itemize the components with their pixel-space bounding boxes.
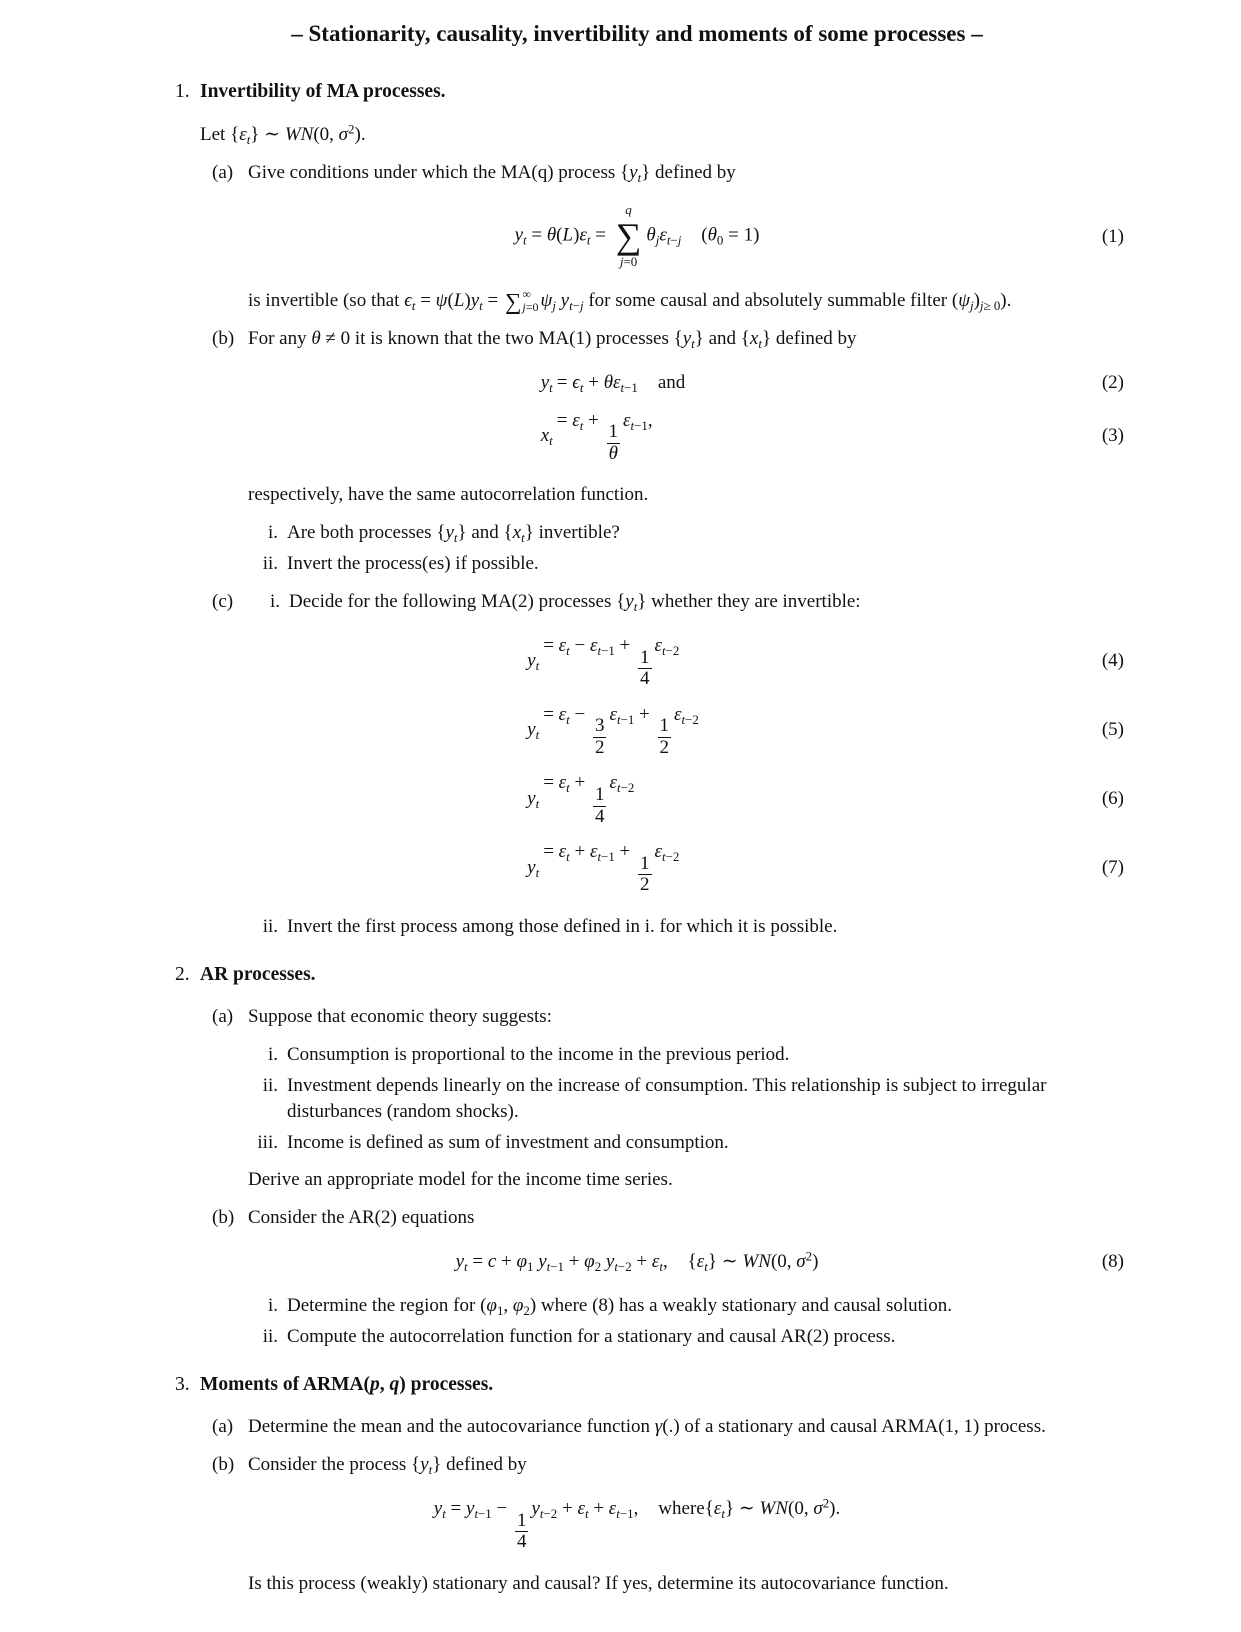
item-2a-iii [242,1130,1124,1156]
item-1a-label: (a) [212,161,234,183]
item-2a [212,1004,1124,1030]
equation-group-4-7 [150,633,1124,896]
item-3b-text: Consider the process $\{y_t\}$ defined by [248,1453,527,1477]
item-3b [212,1452,1124,1478]
item-1a-continuation: is invertible (so that $\epsilon_t = \psi(L)y_t$ = ∑ ∞ j=0 $\psi_j$ $y_{t-j}$ for some causal and absolutely summable filter $(\psi_j)_{j\ge 0}$). [248,287,1012,315]
equation-2-lhs: $y_t$ [540,371,553,395]
section-2-number: 2. [175,963,190,985]
item-2b-text: Consider the AR(2) equations [248,1207,475,1229]
item-1b-i-label: i. [267,522,278,544]
item-2a-iii-text: Income is defined as sum of investment and consumption. [287,1131,729,1153]
item-1c-label: (c) [212,590,234,612]
item-2a-text: Suppose that economic theory suggests: [248,1006,552,1028]
item-1c-ii-label: ii. [262,915,278,937]
item-3a-text: Determine the mean and the autocovariance function γ(.) of a stationary and causal ARMA(1, 1) process. [248,1416,1046,1438]
equation-4-rhs: = $\varepsilon_t - \varepsilon_{t-1}$ + $\frac{1}{4}$ $\varepsilon_{t-2}$ [543,634,680,690]
section-2-heading [175,962,1124,989]
equation-1-number: (1) [1101,225,1124,247]
item-1c [212,589,1124,615]
item-1c-ii [242,914,1124,940]
item-2b [212,1205,1124,1231]
equation-3-rhs: = $\varepsilon_t$ + $\frac{1}{\theta}$ $\varepsilon_{t-1}$, [556,409,653,464]
item-1b-i [242,520,1124,546]
item-1b-text: For any θ ≠ 0 it is known that the two MA(1) processes $\{y_t\}$ and $\{x_t\}$ defined by [248,328,857,351]
equation-3-lhs: $x_t$ [540,425,553,449]
equation-5-lhs: $y_t$ [527,719,540,742]
equation-4-number: (4) [1101,650,1124,672]
item-2b-ii-label: ii. [262,1325,278,1347]
item-2b-i [242,1293,1124,1319]
equation-4-lhs: $y_t$ [527,650,540,674]
item-2a-ii-text: Investment depends linearly on the increase of consumption. This relationship is subject to irregular disturbances (random shocks). [287,1074,1047,1122]
section-3-heading [175,1372,1124,1399]
item-2b-label: (b) [212,1207,235,1229]
item-1b-ii-label: ii. [262,553,278,575]
equation-6-lhs: $y_t$ [527,787,540,811]
item-3a-label: (a) [212,1416,234,1438]
item-2b-ii [242,1324,1124,1350]
equation-7-lhs: $y_t$ [527,856,540,880]
equation-3-number: (3) [1101,425,1124,447]
equation-8-math: $y_t = c + \varphi_1$ $y_{t-1} + \varphi_2$ $y_{t-2} + \varepsilon_t$, $\{\varepsilon_t\}$ ∼ WN(0, $\sigma^2$) [455,1248,819,1274]
section-1-heading [175,79,1124,106]
equation-7-rhs: = $\varepsilon_t + \varepsilon_{t-1}$ + $\frac{1}{2}$ $\varepsilon_{t-2}$ [543,841,680,896]
item-2b-i-text: Determine the region for ($\varphi_1$, $\varphi_2$) where (8) has a weakly stationary and causal solution. [287,1294,952,1318]
item-1a-text: Give conditions under which the MA(q) process $\{y_t\}$ defined by [248,161,736,185]
item-3b-continuation: Is this process (weakly) stationary and causal? If yes, determine its autocovariance function. [248,1572,949,1594]
section-3-number: 3. [175,1373,190,1395]
item-2a-label: (a) [212,1006,234,1028]
equation-6-number: (6) [1101,787,1124,809]
equation-unnumbered [150,1496,1124,1553]
equation-8 [150,1249,1124,1275]
section-1-intro: Let $\{\varepsilon_t\}$ ∼ WN(0, $\sigma^2$). [200,121,366,147]
equation-5-number: (5) [1101,719,1124,741]
section-1-title: Invertibility of MA processes. [200,81,446,103]
document-title: – Stationarity, causality, invertibility and moments of some processes – [291,21,983,46]
item-2a-ii-label: ii. [262,1074,278,1096]
item-1b [212,326,1124,352]
item-2a-i [242,1042,1124,1068]
item-3b-label: (b) [212,1453,235,1475]
item-2a-i-text: Consumption is proportional to the income in the previous period. [287,1044,790,1066]
equation-5-rhs: = $\varepsilon_t$ − $\frac{3}{2}$ $\varepsilon_{t-1}$ + $\frac{1}{2}$ $\varepsilon_{t-2}$ [543,703,699,758]
item-1b-ii-text: Invert the process(es) if possible. [287,553,539,575]
item-2b-i-label: i. [267,1294,278,1316]
equation-2-number: (2) [1101,371,1124,393]
equation-unnumbered-math: $y_t = y_{t-1}$ − $\frac{1}{4}$ $y_{t-2} + \varepsilon_t + \varepsilon_{t-1}$, $where\{\varepsilon_t\}$ ∼ WN(0, $\sigma^2$). [433,1495,841,1553]
equation-8-number: (8) [1101,1251,1124,1273]
equation-7-number: (7) [1101,856,1124,878]
item-2a-i-label: i. [267,1044,278,1066]
section-2-title: AR processes. [200,963,316,985]
item-1b-continuation: respectively, have the same autocorrelation function. [248,484,649,506]
item-2a-continuation: Derive an appropriate model for the income time series. [248,1169,673,1191]
item-1b-ii [242,551,1124,577]
item-1b-label: (b) [212,328,235,349]
item-2a-iii-label: iii. [257,1131,278,1153]
item-1a [212,160,1124,186]
section-3-title: Moments of ARMA(p, q) processes. [200,1373,494,1395]
equation-2-rhs: = $\epsilon_t + \theta\varepsilon_{t-1}$ and [556,371,686,395]
item-2a-ii [242,1073,1124,1125]
item-1b-i-text: Are both processes $\{y_t\}$ and $\{x_t\}$ invertible? [287,522,620,546]
equation-1 [150,203,1124,269]
item-3a [212,1414,1124,1440]
item-1c-i-label: i. [269,590,280,612]
section-1-number: 1. [175,81,190,103]
item-1c-i-text: Decide for the following MA(2) processes $\{y_t\}$ whether they are invertible: [289,590,861,614]
equation-1-math: $y_t = \theta(L)\varepsilon_t$ = q ∑ j=0 $\theta_j\varepsilon_{t-j}$ $(\theta_0 = 1)$ [514,202,760,269]
equation-group-2-3 [150,370,1124,465]
item-2b-ii-text: Compute the autocorrelation function for a stationary and causal AR(2) process. [287,1325,896,1347]
item-1c-ii-text: Invert the first process among those defined in i. for which it is possible. [287,915,838,937]
equation-6-rhs: = $\varepsilon_t$ + $\frac{1}{4}$ $\varepsilon_{t-2}$ [543,772,635,827]
